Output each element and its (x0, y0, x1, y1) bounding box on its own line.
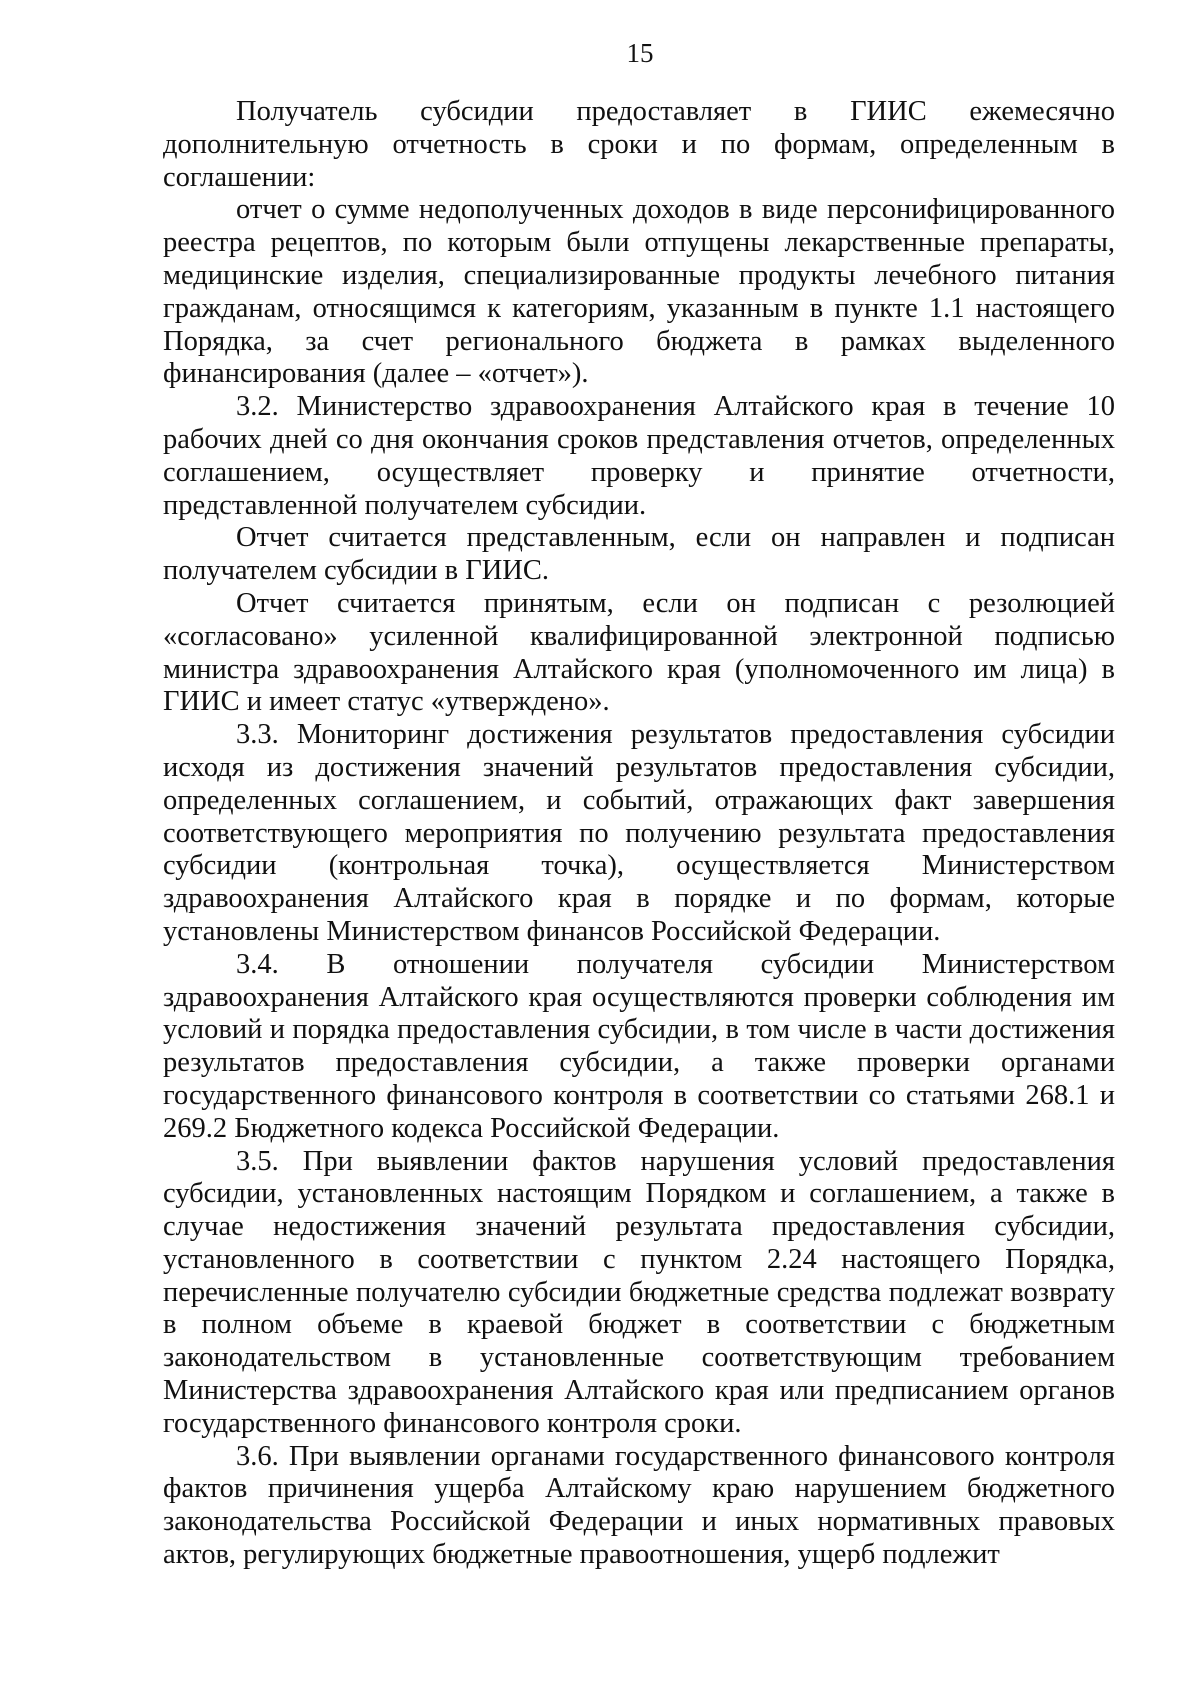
paragraph-report-description: отчет о сумме недополученных доходов в виде персонифицированного реестра рецептов, по которым были отпущены лекарственные препараты, медицинские изделия, специализированные продукты лечебного питания гражданам, относящимся к категориям, указанным в пункте 1.1 настоящего Порядка, за счет регионального бюджета в рамках выделенного финансирования (далее – «отчет»). (163, 194, 1115, 390)
document-body (163, 96, 1115, 1572)
paragraph-3-2: 3.2. Министерство здравоохранения Алтайского края в течение 10 рабочих дней со дня окончания сроков представления отчетов, определенных соглашением, осуществляет проверку и принятие отчетности, представленной получателем субсидии. (163, 391, 1115, 521)
paragraph-intro: Получатель субсидии предоставляет в ГИИС ежемесячно дополнительную отчетность в сроки и по формам, определенным в соглашении: (163, 96, 1115, 193)
page-number: 15 (626, 38, 654, 68)
paragraph-report-submitted: Отчет считается представленным, если он направлен и подписан получателем субсидии в ГИИС. (163, 522, 1115, 587)
paragraph-3-5: 3.5. При выявлении фактов нарушения условий предоставления субсидии, установленных настоящим Порядком и соглашением, а также в случае недостижения значений результата предоставления субсидии, установленного в соответствии с пунктом 2.24 настоящего Порядка, перечисленные получателю субсидии бюджетные средства подлежат возврату в полном объеме в краевой бюджет в соответствии с бюджетным законодательством в установленные соответствующим требованием Министерства здравоохранения Алтайского края или предписанием органов государственного финансового контроля сроки. (163, 1145, 1115, 1439)
paragraph-report-accepted: Отчет считается принятым, если он подписан с резолюцией «согласовано» усиленной квалифицированной электронной подписью министра здравоохранения Алтайского края (уполномоченного им лица) в ГИИС и имеет статус «утверждено». (163, 587, 1115, 718)
paragraph-3-4: 3.4. В отношении получателя субсидии Министерством здравоохранения Алтайского края осуществляются проверки соблюдения им условий и порядка предоставления субсидии, в том числе в части достижения результатов предоставления субсидии, а также проверки органами государственного финансового контроля в соответствии со статьями 268.1 и 269.2 Бюджетного кодекса Российской Федерации. (163, 948, 1115, 1144)
paragraph-3-3: 3.3. Мониторинг достижения результатов предоставления субсидии исходя из достижения значений результатов предоставления субсидии, определенных соглашением, и событий, отражающих факт завершения соответствующего мероприятия по получению результата предоставления субсидии (контрольная точка), осуществляется Министерством здравоохранения Алтайского края в порядке и по формам, которые установлены Министерством финансов Российской Федерации. (163, 719, 1115, 947)
paragraph-3-6: 3.6. При выявлении органами государственного финансового контроля фактов причинения ущерба Алтайскому краю нарушением бюджетного законодательства Российской Федерации и иных нормативных правовых актов, регулирующих бюджетные правоотношения, ущерб подлежит (163, 1440, 1115, 1571)
